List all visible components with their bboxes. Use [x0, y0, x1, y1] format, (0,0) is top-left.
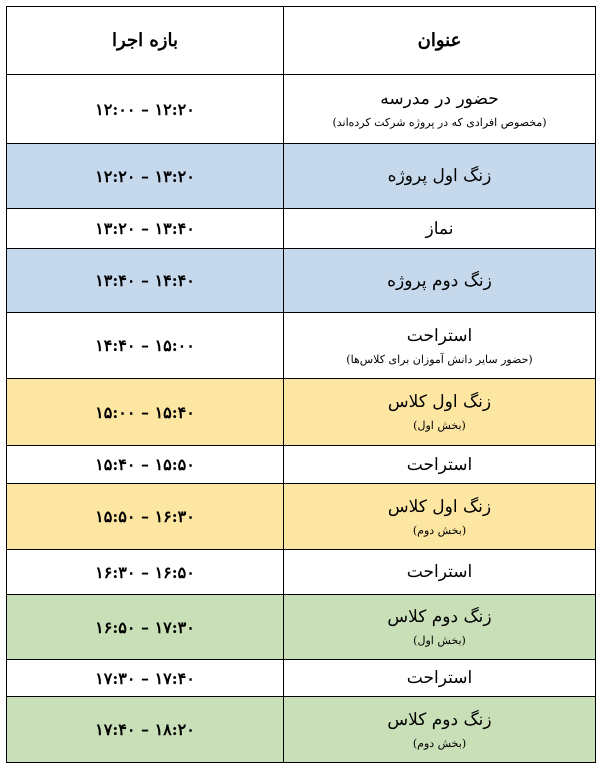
table-row [7, 660, 596, 697]
time-range: ۱۲:۰۰ – ۱۲:۲۰ [7, 75, 284, 144]
title-cell [284, 144, 596, 209]
row-title: حضور در مدرسه [380, 89, 499, 109]
row-title: زنگ دوم کلاس [387, 709, 492, 730]
table-row [7, 313, 596, 379]
time-range: ۱۶:۳۰ – ۱۶:۵۰ [7, 550, 284, 595]
row-title: زنگ اول کلاس [387, 392, 492, 412]
time-range: ۱۳:۴۰ – ۱۴:۴۰ [7, 249, 284, 313]
table-row [7, 550, 596, 595]
title-cell [284, 75, 596, 144]
header-row [7, 7, 596, 75]
schedule-table [6, 6, 596, 763]
row-title: زنگ اول کلاس [387, 496, 492, 517]
time-range: ۱۴:۴۰ – ۱۵:۰۰ [7, 313, 284, 379]
title-column-header: عنوان [284, 7, 596, 75]
time-range: ۱۵:۵۰ – ۱۶:۳۰ [7, 484, 284, 550]
row-subtitle: (مخصوص افرادی که در پروژه شرکت کرده‌اند) [332, 116, 547, 129]
time-range: ۱۳:۲۰ – ۱۳:۴۰ [7, 209, 284, 249]
time-range: ۱۲:۲۰ – ۱۳:۲۰ [7, 144, 284, 209]
table-row [7, 75, 596, 144]
title-cell [284, 379, 596, 446]
row-subtitle: (بخش دوم) [412, 523, 467, 537]
table-row [7, 379, 596, 446]
row-title: استراحت [406, 325, 473, 346]
table-row [7, 446, 596, 484]
time-range: ۱۵:۰۰ – ۱۵:۴۰ [7, 379, 284, 446]
table-row [7, 209, 596, 249]
title-cell [284, 484, 596, 550]
row-title: زنگ دوم کلاس [387, 607, 492, 627]
title-cell [284, 313, 596, 379]
title-cell [284, 660, 596, 697]
table-row [7, 484, 596, 550]
time-range: ۱۵:۴۰ – ۱۵:۵۰ [7, 446, 284, 484]
title-cell [284, 595, 596, 660]
title-cell [284, 697, 596, 763]
title-cell [284, 550, 596, 595]
table-row [7, 144, 596, 209]
row-title: استراحت [406, 562, 473, 582]
time-range: ۱۷:۴۰ – ۱۸:۲۰ [7, 697, 284, 763]
row-subtitle: (بخش دوم) [412, 736, 467, 750]
row-title: نماز [425, 218, 454, 239]
title-cell [284, 249, 596, 313]
time-range: ۱۷:۳۰ – ۱۷:۴۰ [7, 660, 284, 697]
row-title: استراحت [406, 454, 473, 475]
row-subtitle: (حضور سایر دانش آموزان برای کلاس‌ها) [346, 352, 533, 366]
table-row [7, 697, 596, 763]
table-row [7, 595, 596, 660]
time-range: ۱۶:۵۰ – ۱۷:۳۰ [7, 595, 284, 660]
table-row [7, 249, 596, 313]
time-column-header: بازه اجرا [7, 7, 284, 75]
row-title: زنگ دوم پروژه [387, 270, 492, 291]
row-title: استراحت [406, 668, 473, 688]
row-subtitle: (بخش اول) [413, 419, 466, 432]
row-subtitle: (بخش اول) [413, 634, 466, 647]
row-title: زنگ اول پروژه [387, 166, 492, 186]
title-cell [284, 446, 596, 484]
title-cell [284, 209, 596, 249]
